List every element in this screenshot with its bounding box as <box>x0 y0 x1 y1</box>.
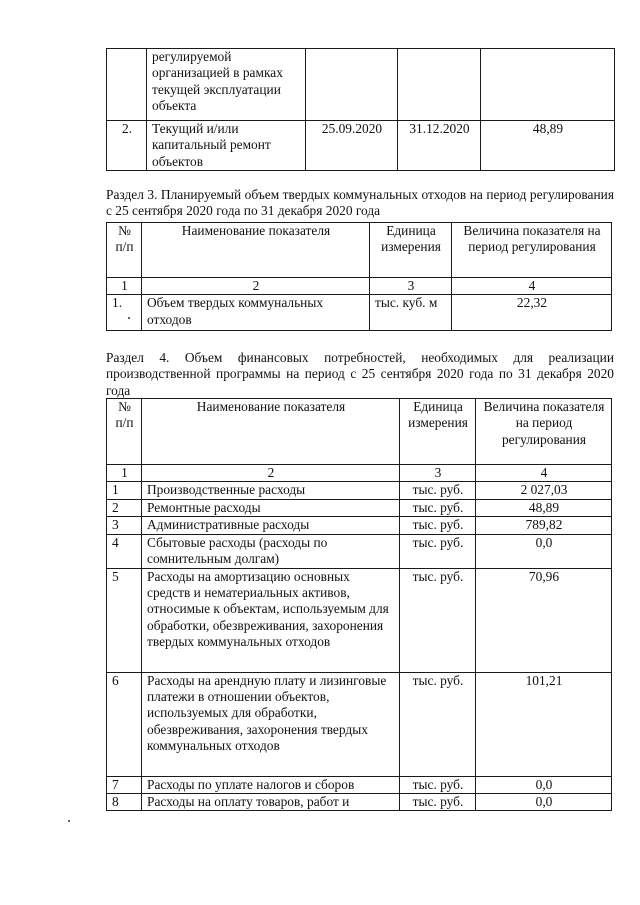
header-unit: Единица измерения <box>400 399 476 465</box>
row-name: Расходы на арендную плату и лизинговые платежи в отношении объектов, используемых для обработки, обезвреживания, захоронения твердых коммунальных отходов <box>142 672 400 776</box>
row-unit: тыс. руб. <box>400 776 476 793</box>
row-value: 0,0 <box>476 794 612 811</box>
section3-table <box>106 222 612 331</box>
row-number: 7 <box>107 776 142 793</box>
continuation-table <box>106 48 615 171</box>
section4-heading: Раздел 4. Объем финансовых потребностей, необходимых для реализации производственной программы на период с 25 сентября 2020 года по 31 декабря 2020 года <box>106 350 614 398</box>
row-unit: тыс. руб. <box>400 517 476 534</box>
row-name: Административные расходы <box>142 517 400 534</box>
row-name: Текущий и/или капитальный ремонт объектов <box>147 121 306 171</box>
row-end-date <box>398 49 481 121</box>
row-unit: тыс. руб. <box>400 568 476 672</box>
row-number: 4 <box>107 534 142 568</box>
row-unit: тыс. руб. <box>400 499 476 516</box>
header-name: Наименование показателя <box>142 223 370 278</box>
header-value: Величина показателя на период регулирования <box>452 223 612 278</box>
table-row <box>107 794 612 811</box>
col-number: 1 <box>107 465 142 482</box>
row-name: Производственные расходы <box>142 482 400 499</box>
table-row <box>107 534 612 568</box>
row-name: Объем твердых коммунальных отходов <box>142 295 370 331</box>
row-start-date: 25.09.2020 <box>306 121 398 171</box>
row-number: 1 <box>107 482 142 499</box>
row-unit: тыс. куб. м <box>370 295 452 331</box>
table-row <box>107 499 612 516</box>
row-value: 789,82 <box>476 517 612 534</box>
row-number: 5 <box>107 568 142 672</box>
row-number: 1. <box>107 295 142 331</box>
table-row <box>107 517 612 534</box>
table-row <box>107 121 615 171</box>
table-row <box>107 49 615 121</box>
section4-table <box>106 398 612 811</box>
column-numbers-row <box>107 278 612 295</box>
column-numbers-row <box>107 465 612 482</box>
table-header-row <box>107 223 612 278</box>
table-row <box>107 482 612 499</box>
row-unit: тыс. руб. <box>400 534 476 568</box>
header-name: Наименование показателя <box>142 399 400 465</box>
row-name: Сбытовые расходы (расходы по сомнительным долгам) <box>142 534 400 568</box>
col-number: 2 <box>142 465 400 482</box>
table-row <box>107 568 612 672</box>
scan-speck <box>128 317 130 319</box>
row-name: Расходы по уплате налогов и сборов <box>142 776 400 793</box>
row-number: 8 <box>107 794 142 811</box>
header-value: Величина показателя на период регулирования <box>476 399 612 465</box>
header-num: № п/п <box>107 223 142 278</box>
col-number: 1 <box>107 278 142 295</box>
col-number: 4 <box>476 465 612 482</box>
scan-speck <box>68 820 70 822</box>
row-value: 0,0 <box>476 534 612 568</box>
row-value: 101,21 <box>476 672 612 776</box>
row-value: 22,32 <box>452 295 612 331</box>
section3-heading: Раздел 3. Планируемый объем твердых коммунальных отходов на период регулирования с 25 сентября 2020 года по 31 декабря 2020 года <box>106 187 614 219</box>
row-unit: тыс. руб. <box>400 672 476 776</box>
col-number: 2 <box>142 278 370 295</box>
row-name: Ремонтные расходы <box>142 499 400 516</box>
header-unit: Единица измерения <box>370 223 452 278</box>
row-name: Расходы на оплату товаров, работ и <box>142 794 400 811</box>
table-row <box>107 672 612 776</box>
row-value: 48,89 <box>476 499 612 516</box>
col-number: 3 <box>400 465 476 482</box>
col-number: 3 <box>370 278 452 295</box>
row-number: 6 <box>107 672 142 776</box>
row-value: 70,96 <box>476 568 612 672</box>
row-number: 3 <box>107 517 142 534</box>
row-value: 0,0 <box>476 776 612 793</box>
row-value: 48,89 <box>481 121 615 171</box>
row-number <box>107 49 147 121</box>
row-value <box>481 49 615 121</box>
row-name: Расходы на амортизацию основных средств и нематериальных активов, относимые к объектам, используемым для обработки, обезвреживания, захоронения твердых коммунальных отходов <box>142 568 400 672</box>
row-unit: тыс. руб. <box>400 482 476 499</box>
row-value: 2 027,03 <box>476 482 612 499</box>
table-header-row <box>107 399 612 465</box>
row-start-date <box>306 49 398 121</box>
header-num: № п/п <box>107 399 142 465</box>
row-unit: тыс. руб. <box>400 794 476 811</box>
table-row <box>107 295 612 331</box>
row-number: 2. <box>107 121 147 171</box>
row-name: регулируемой организацией в рамках текущей эксплуатации объекта <box>147 49 306 121</box>
row-number: 2 <box>107 499 142 516</box>
table-row <box>107 776 612 793</box>
row-end-date: 31.12.2020 <box>398 121 481 171</box>
col-number: 4 <box>452 278 612 295</box>
